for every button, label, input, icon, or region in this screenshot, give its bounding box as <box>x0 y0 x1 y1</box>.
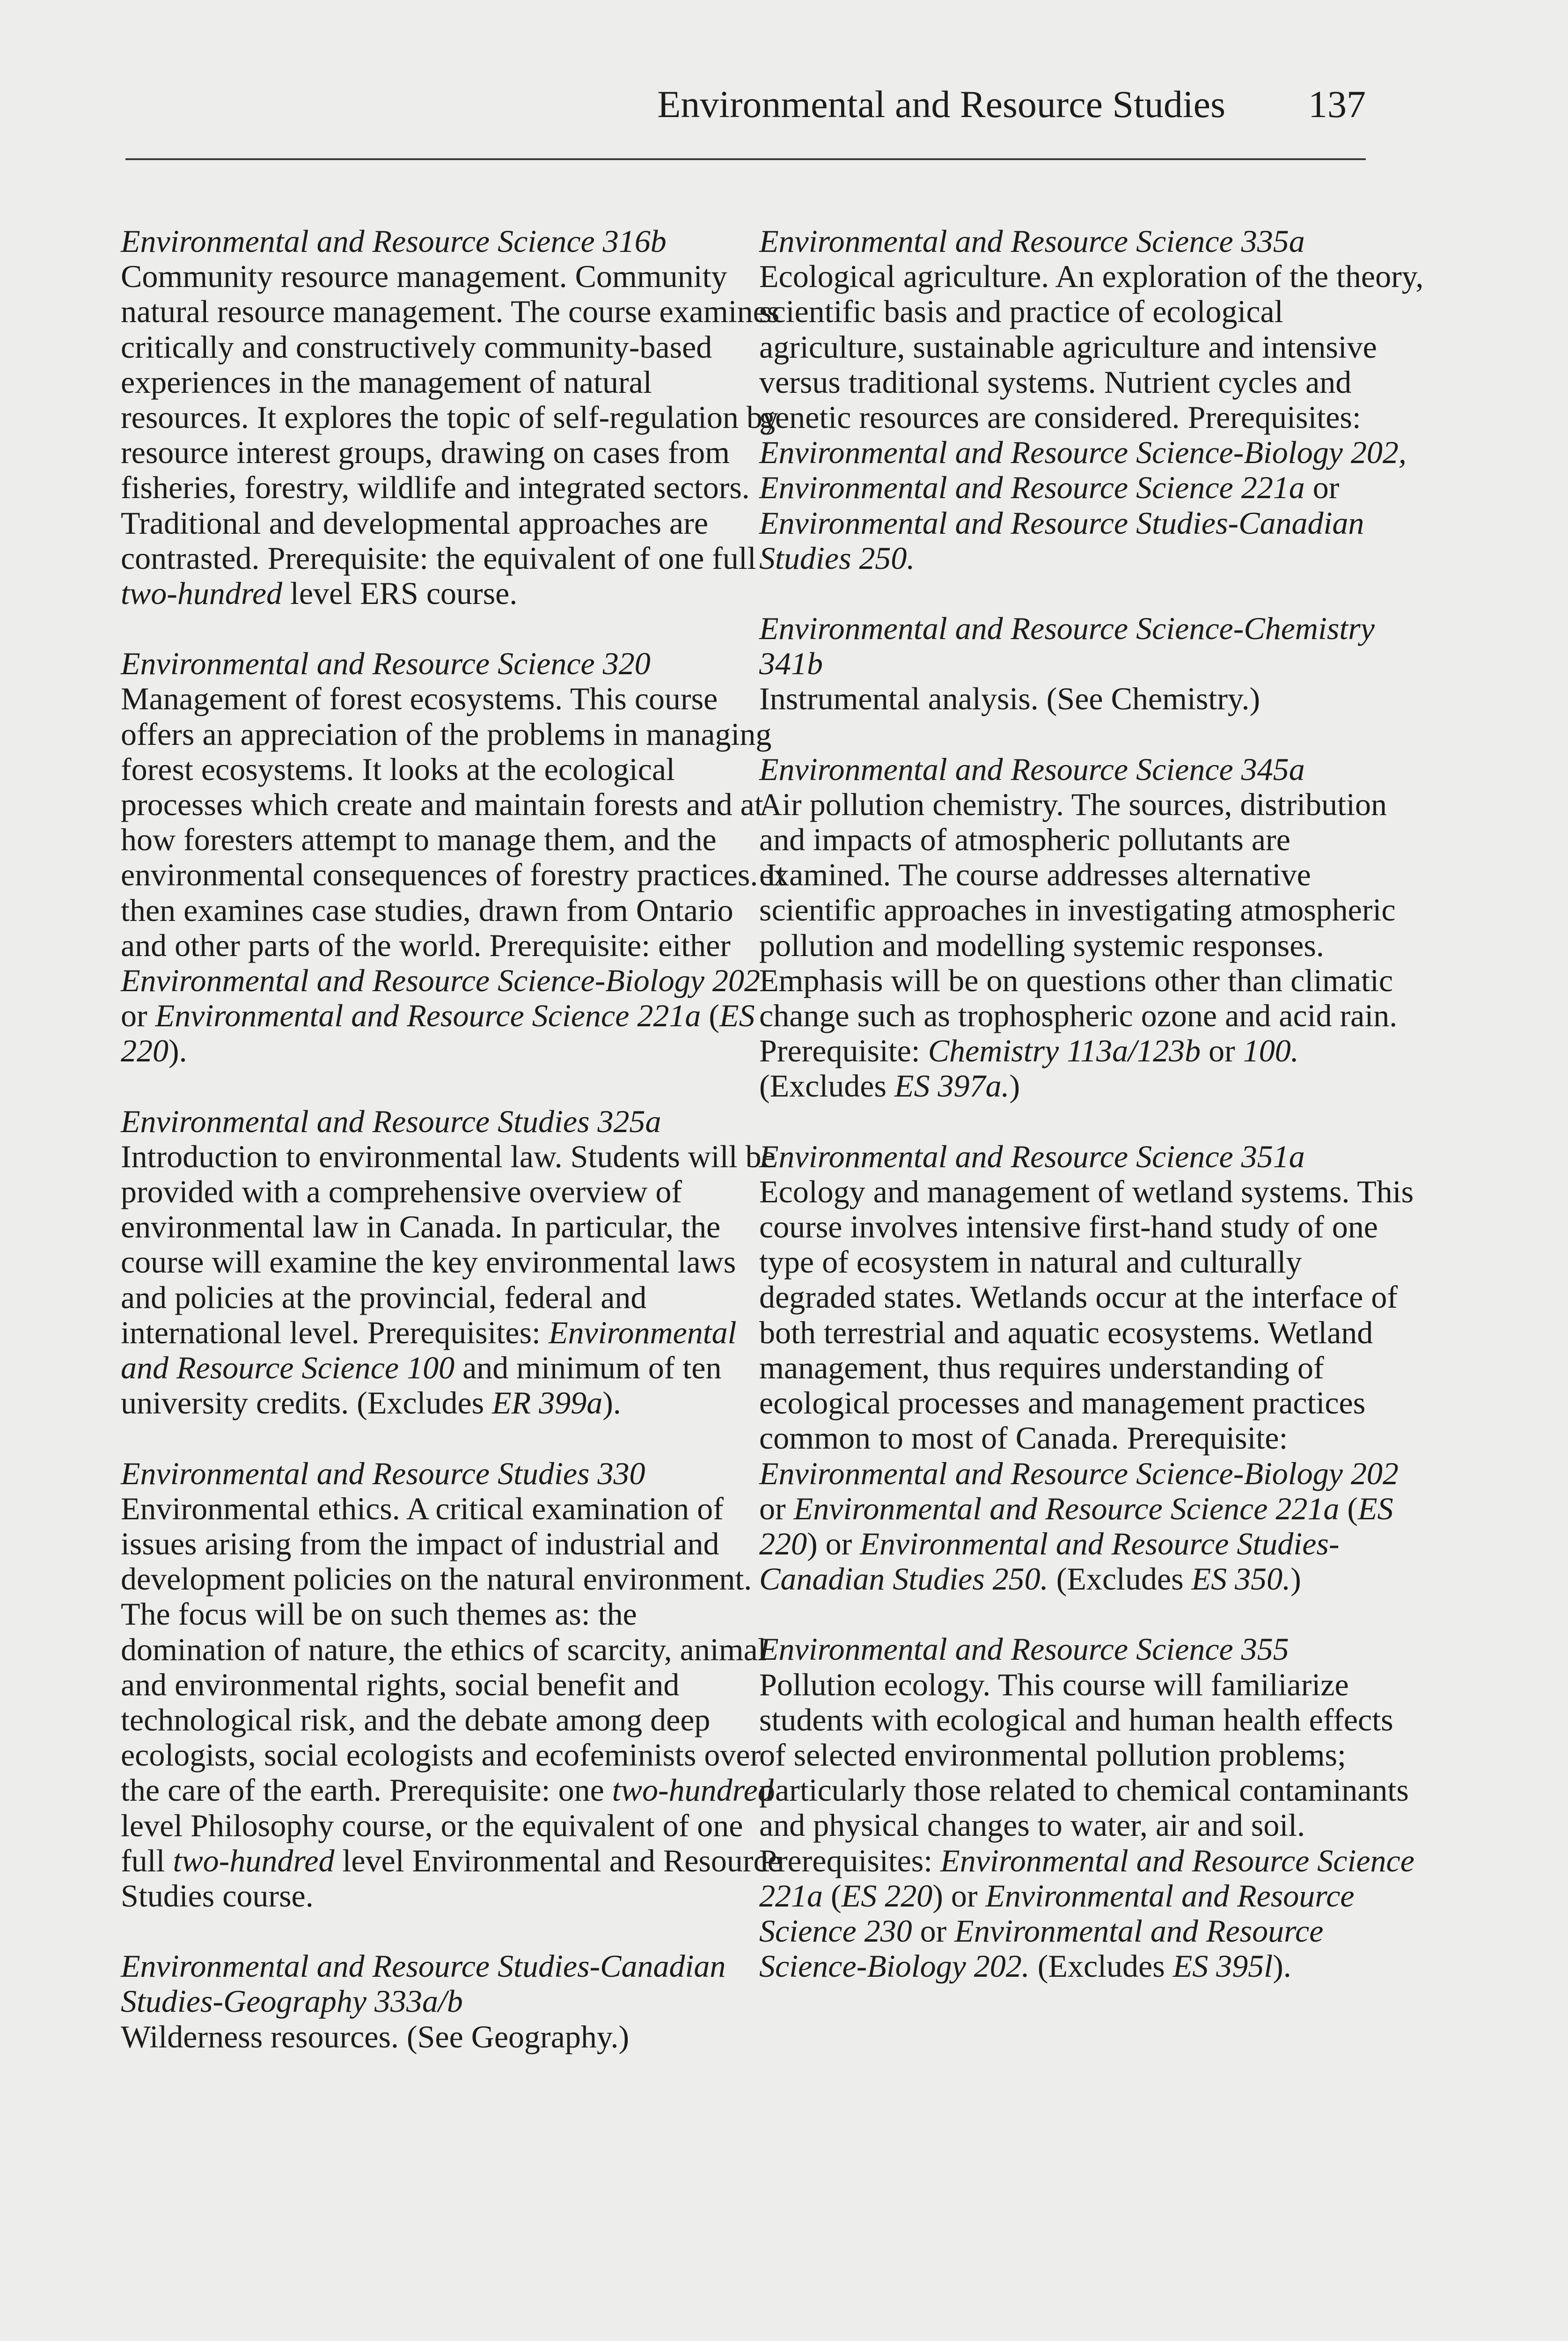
course-reference: Environmental and Resource Science-Biology 202. <box>759 1913 1324 1984</box>
description-text: Wilderness resources. (See Geography.) <box>121 2018 630 2054</box>
page-header <box>125 79 1366 160</box>
right-column <box>759 224 1424 2019</box>
course-entry <box>121 1949 785 2054</box>
course-reference: ES 397a. <box>894 1068 1010 1104</box>
description-text: level Environmental and Resource Studies course. <box>121 1842 782 1914</box>
course-description <box>759 1667 1424 1984</box>
description-text: Environmental ethics. A critical examination of issues arising from the impact of industrial and development policies on the natural environment. The focus will be on such themes as: the domination of nature, the ethics of scarcity, animal and environmental rights, social benefit and technological risk, and the debate among deep ecologists, social ecologists and ecofeminists over the care of the earth. Prerequisite: one <box>121 1490 767 1808</box>
description-text: Pollution ecology. This course will familiarize students with ecological and human health effects of selected environmental pollution problems; particularly those related to chemical contaminants and physical changes to water, air and soil. Prerequisites: <box>759 1666 1409 1878</box>
course-entry <box>759 1139 1424 1597</box>
course-reference: Environmental and Resource Science 230 <box>759 1877 1355 1949</box>
description-text: ). <box>169 1033 187 1069</box>
description-text: level ERS course. <box>282 575 518 611</box>
page-number: 137 <box>1308 83 1366 125</box>
description-text: Introduction to environmental law. Students will be provided with a comprehensive overview of environmental law in Canada. In particular, the course will examine the key environmental laws and policies at the provincial, federal and international level. Prerequisites: <box>121 1138 776 1350</box>
course-title: Environmental and Resource Studies 330 <box>121 1455 645 1491</box>
course-reference: Environmental and Resource Science-Biology 202 <box>759 1455 1399 1491</box>
course-reference: Environmental and Resource Science-Biology 202 <box>121 963 760 999</box>
course-entry <box>121 1104 785 1421</box>
course-entry <box>759 224 1424 576</box>
course-reference: ES 220 <box>841 1877 933 1914</box>
course-entry <box>121 224 785 611</box>
course-entry <box>759 611 1424 717</box>
description-text: level Philosophy course, or the equivalent of one full <box>121 1807 743 1878</box>
course-reference: Environmental and Resource Science 221a <box>155 998 701 1034</box>
course-reference: two-hundred <box>121 575 283 611</box>
description-text: ) <box>1009 1068 1020 1104</box>
course-title: Environmental and Resource Science 355 <box>759 1631 1289 1667</box>
description-text: or <box>759 1490 794 1526</box>
description-text: ). <box>1273 1948 1291 1984</box>
course-reference: 100. <box>1243 1033 1299 1069</box>
description-text: Air pollution chemistry. The sources, distribution and impacts of atmospheric pollutants are examined. The course addresses alternative scientific approaches in investigating atmospheric pollution and modelling systemic responses. Emphasis will be on questions other than climatic change such as trophospheric ozone and acid rain. Prerequisite: <box>759 786 1398 1069</box>
description-text: ) or <box>807 1525 860 1561</box>
course-reference: Environmental and Resource Science 221a <box>759 1842 1414 1914</box>
description-text: or <box>912 1913 955 1949</box>
description-text: ). <box>602 1385 621 1421</box>
description-text: or <box>1201 1033 1243 1069</box>
course-entry <box>759 752 1424 1104</box>
course-title: Environmental and Resource Science 335a <box>759 223 1305 259</box>
course-reference: Environmental and Resource Studies-Canadian Studies 250. <box>759 1525 1340 1597</box>
course-description <box>121 1139 785 1421</box>
course-description <box>759 259 1424 576</box>
description-text: Community resource management. Community natural resource management. The course examines critically and constructively community-based experiences in the management of natural resources. It explores the topic of self-regulation by resource interest groups, drawing on cases from fisheries, forestry, wildlife and integrated sectors. Traditional and developmental approaches are contrasted. Prerequisite: the equivalent of one full <box>121 258 780 576</box>
description-text: and minimum of ten university credits. (Excludes <box>121 1350 722 1421</box>
course-entry <box>759 1632 1424 1984</box>
course-title: Environmental and Resource Science 320 <box>121 646 651 682</box>
course-reference: Environmental and Resource Science-Biology 202, Environmental and Resource Science 221a <box>759 434 1407 506</box>
course-title: Environmental and Resource Science 345a <box>759 751 1305 787</box>
course-description <box>121 2019 785 2054</box>
description-text: Ecology and management of wetland systems. This course involves intensive first-hand study of one type of ecosystem in natural and culturally degraded states. Wetlands occur at the interface of both terrestrial and aquatic ecosystems. Wetland management, thus requires understanding of ecological processes and management practices common to most of Canada. Prerequisite: <box>759 1173 1414 1456</box>
description-text: (Excludes <box>1048 1561 1192 1597</box>
course-reference: Environmental and Resource Science 100 <box>121 1314 737 1386</box>
description-text: ) <box>1290 1561 1301 1597</box>
course-description <box>759 787 1424 1104</box>
course-reference: two-hundred <box>173 1842 335 1878</box>
course-entry <box>121 1456 785 1914</box>
course-reference: two-hundred <box>612 1772 774 1808</box>
course-title: Environmental and Resource Science-Chemistry 341b <box>759 611 1375 682</box>
course-reference: Environmental and Resource Studies-Canadian Studies 250. <box>759 505 1364 576</box>
course-description <box>759 1174 1424 1597</box>
course-reference: ES 395l <box>1172 1948 1273 1984</box>
course-description <box>121 1491 785 1914</box>
running-head: Environmental and Resource Studies <box>657 83 1225 125</box>
description-text: ( <box>1339 1490 1358 1526</box>
description-text: or <box>121 998 155 1034</box>
course-title: Environmental and Resource Science 316b <box>121 223 667 259</box>
course-entry <box>121 646 785 1068</box>
course-description <box>121 681 785 1068</box>
description-text: or <box>1304 470 1340 506</box>
description-text: ( <box>823 1877 842 1914</box>
description-text: (Excludes <box>1029 1948 1173 1984</box>
course-title: Environmental and Resource Studies 325a <box>121 1103 661 1139</box>
course-description <box>759 681 1424 716</box>
course-reference: ES 350. <box>1191 1561 1291 1597</box>
left-column <box>121 224 785 2090</box>
course-reference: ES 220 <box>759 1490 1393 1561</box>
course-reference: ER 399a <box>492 1385 603 1421</box>
course-reference: Environmental and Resource Science 221a <box>793 1490 1340 1526</box>
description-text: ( <box>701 998 720 1034</box>
description-text: Management of forest ecosystems. This course offers an appreciation of the problems in managing forest ecosystems. It looks at the ecological processes which create and maintain forests and at how foresters attempt to manage them, and the environmental consequences of forestry practices. It then examines case studies, drawn from Ontario and other parts of the world. Prerequisite: either <box>121 681 785 963</box>
course-description <box>121 259 785 611</box>
course-reference: ES 220 <box>121 998 755 1069</box>
course-title: Environmental and Resource Science 351a <box>759 1138 1305 1174</box>
course-reference: Chemistry 113a/123b <box>928 1033 1201 1069</box>
description-text: (Excludes <box>759 1068 894 1104</box>
description-text: ) or <box>932 1877 986 1914</box>
description-text: Ecological agriculture. An exploration of the theory, scientific basis and practice of ecological agriculture, sustainable agriculture and intensive versus traditional systems. Nutrient cycles and genetic resources are considered. Prerequisites: <box>759 258 1424 435</box>
course-title: Environmental and Resource Studies-Canadian Studies-Geography 333a/b <box>121 1948 726 2019</box>
description-text: Instrumental analysis. (See Chemistry.) <box>759 681 1260 717</box>
